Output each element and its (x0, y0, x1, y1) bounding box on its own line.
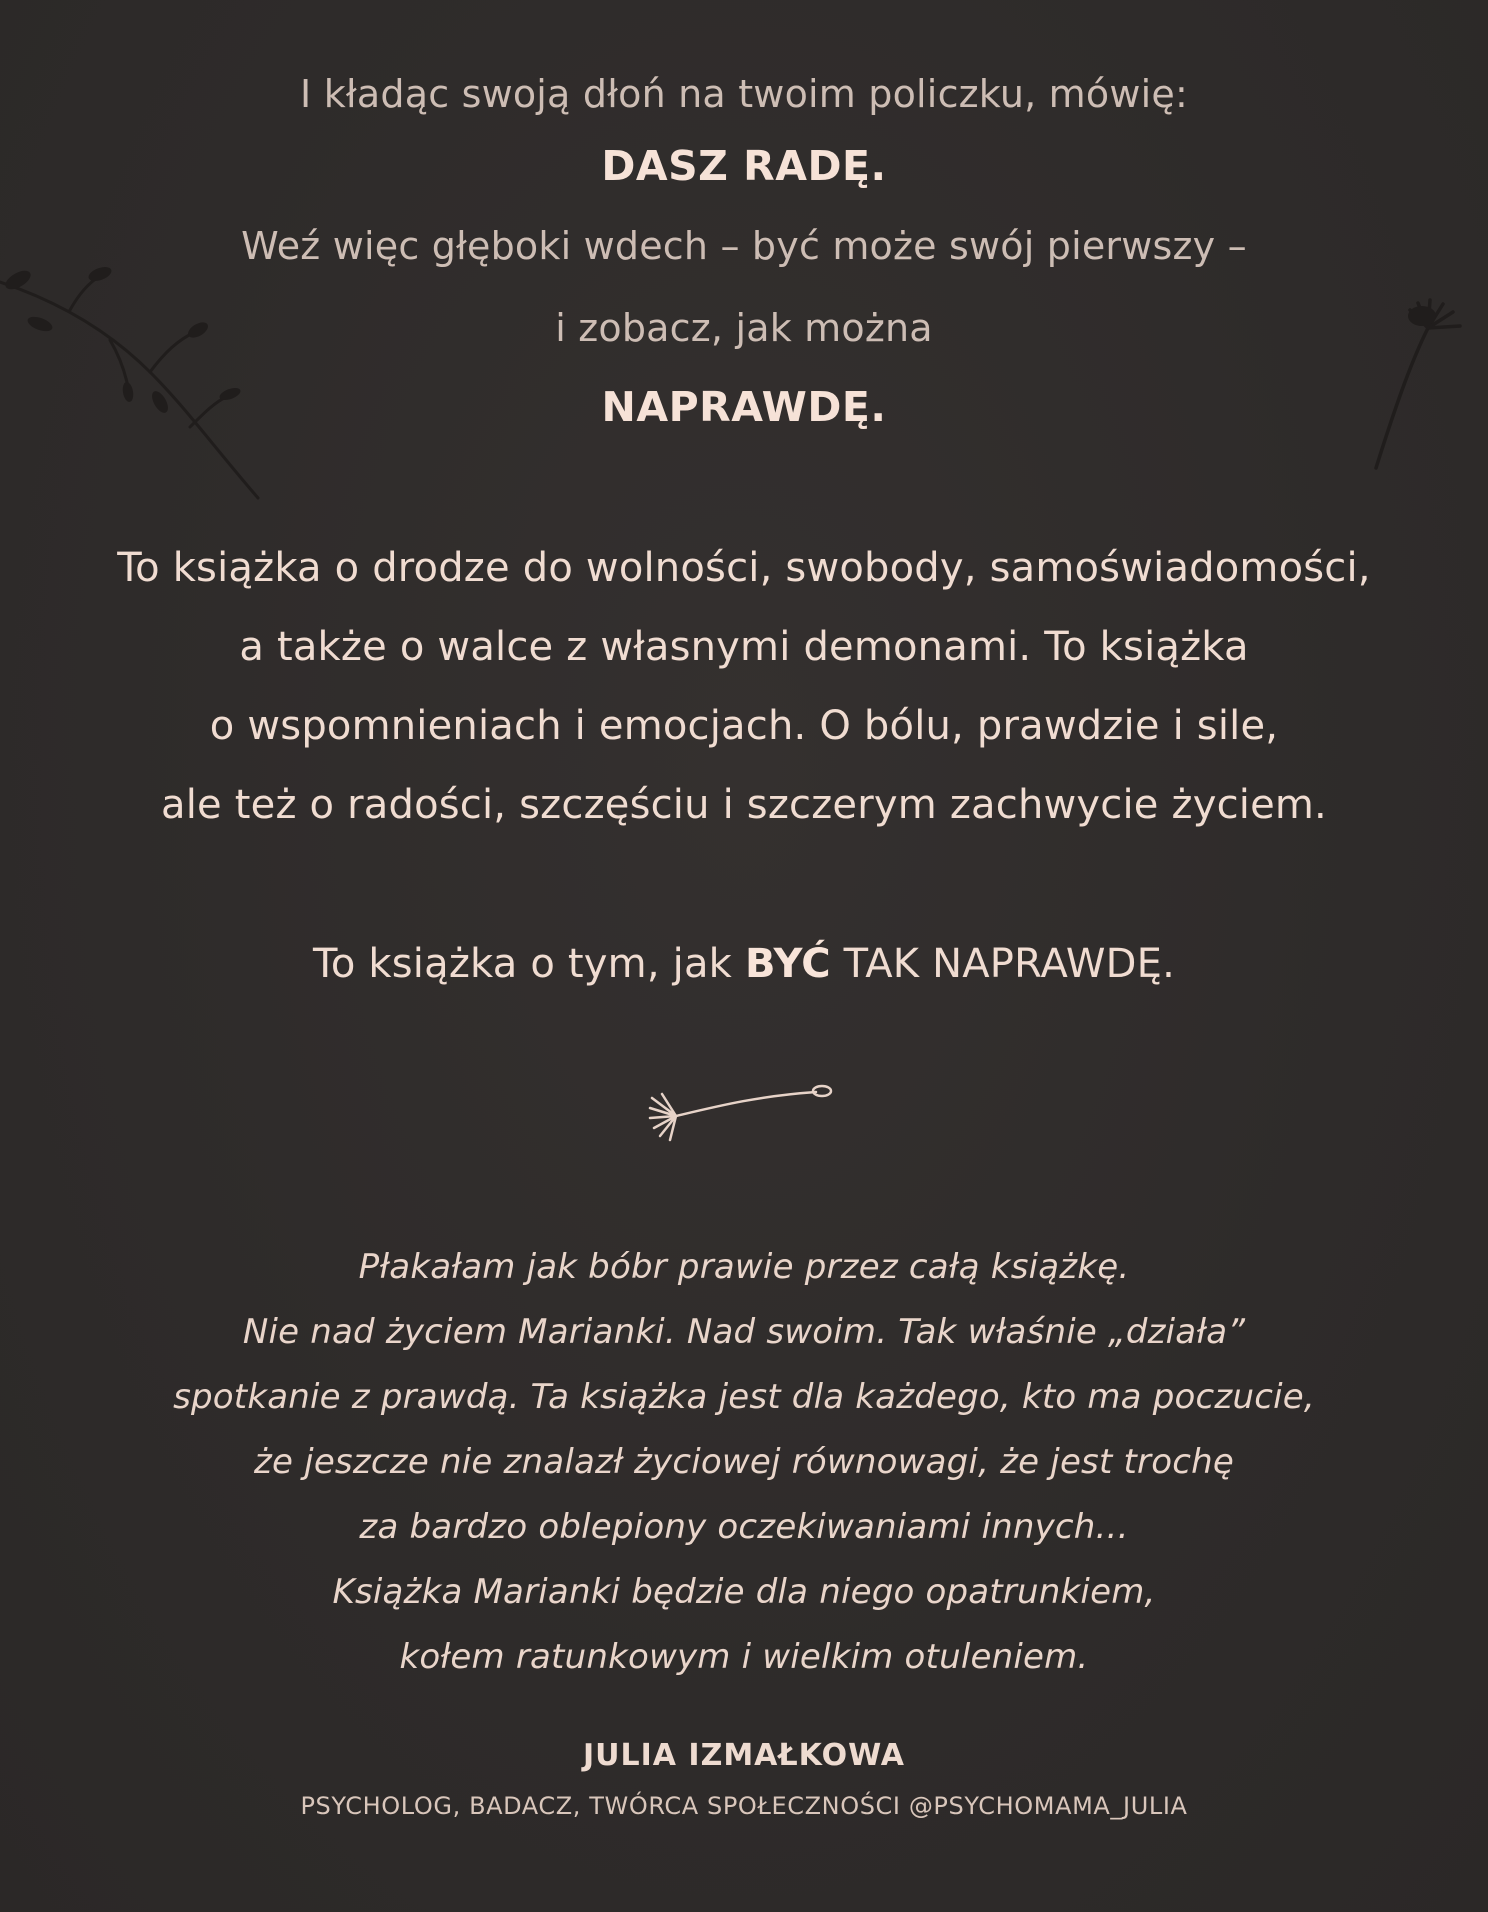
description-line-3: o wspomnieniach i emocjach. O bólu, prawdzie i sile, (209, 703, 1279, 749)
tagline-prefix: To książka o tym, jak (312, 941, 745, 987)
intro-line-1: I kładąc swoją dłoń na twoim policzku, mówię: (300, 72, 1188, 116)
quote-line-6: Książka Marianki będzie dla niego opatrunkiem, (332, 1572, 1156, 1612)
tagline-suffix: TAK NAPRAWDĘ. (830, 941, 1176, 987)
quote-line-7: kołem ratunkowym i wielkim otuleniem. (399, 1637, 1089, 1677)
description-line-2: a także o walce z własnymi demonami. To książka (239, 624, 1249, 670)
tagline-bold: BYĆ (744, 941, 831, 987)
quote-line-2: Nie nad życiem Marianki. Nad swoim. Tak właśnie „działa” (242, 1312, 1246, 1352)
intro-line-3: i zobacz, jak można (555, 306, 933, 350)
description-line-4: ale też o radości, szczęściu i szczerym zachwycie życiem. (161, 782, 1327, 828)
tagline (0, 941, 1488, 987)
quote-line-3: spotkanie z prawdą. Ta książka jest dla każdego, kto ma poczucie, (173, 1377, 1315, 1417)
dandelion-divider-icon (648, 1082, 840, 1146)
heading-dasz-rade: DASZ RADĘ. (601, 142, 887, 190)
quote-line-4: że jeszcze nie znalazł życiowej równowagi, że jest trochę (254, 1442, 1234, 1482)
quote-author-role: PSYCHOLOG, BADACZ, TWÓRCA SPOŁECZNOŚCI @PSYCHOMAMA_JULIA (300, 1792, 1188, 1820)
quote-line-5: za bardzo oblepiony oczekiwaniami innych... (359, 1507, 1129, 1547)
description-line-1: To książka o drodze do wolności, swobody, samoświadomości, (117, 545, 1371, 591)
twig-with-leaves-icon (0, 262, 270, 502)
intro-line-2: Weź więc głęboki wdech – być może swój pierwszy – (241, 224, 1247, 268)
quote-author: JULIA IZMAŁKOWA (582, 1738, 906, 1773)
quote-line-1: Płakałam jak bóbr prawie przez całą książkę. (358, 1247, 1130, 1287)
heading-naprawde: NAPRAWDĘ. (601, 383, 887, 431)
